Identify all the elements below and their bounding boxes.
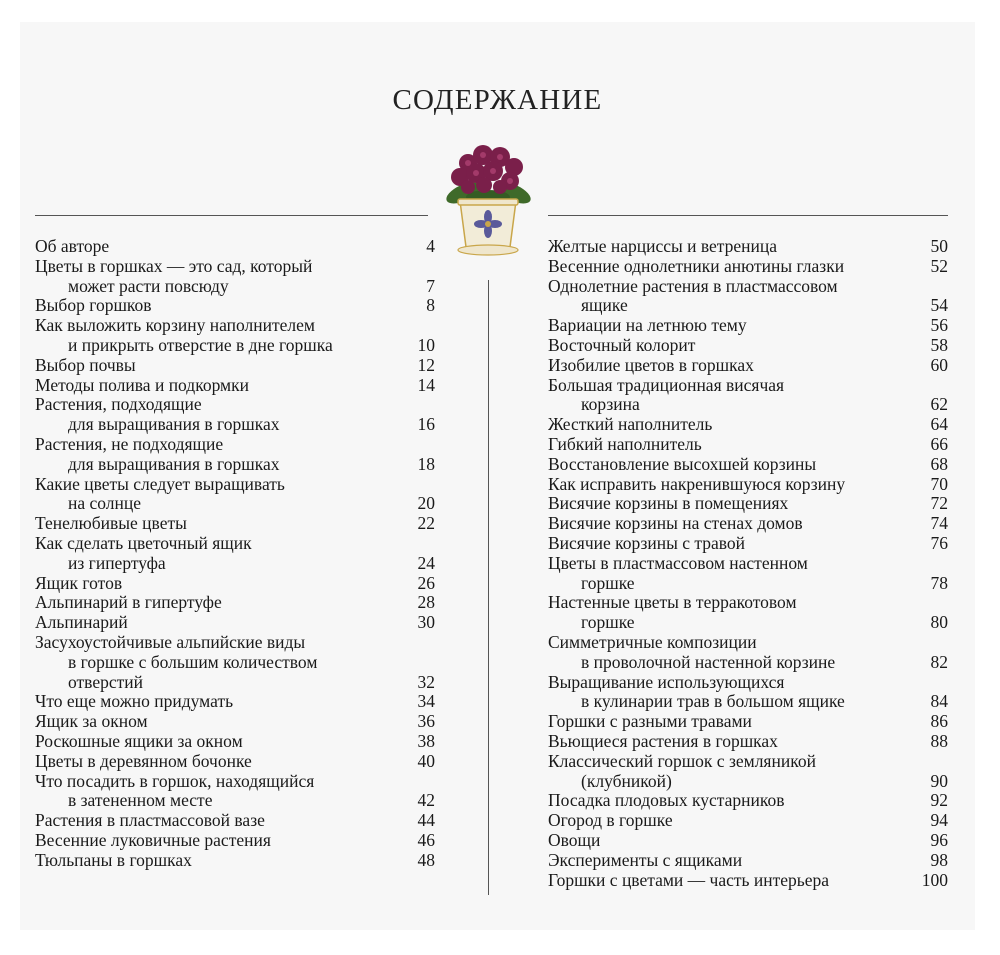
toc-entry-title-line: в кулинарии трав в большом ящике [581,691,845,712]
toc-entry-page-number: 68 [930,453,948,474]
toc-entry [548,851,948,871]
toc-entry-title-line: Висячие корзины на стенах домов [548,513,803,534]
toc-entry-title-line: Что еще можно придумать [35,691,234,712]
toc-entry-page-number: 50 [930,236,948,256]
toc-entry-title-line: и прикрыть отверстие в дне горшка [68,334,333,355]
toc-entry-title-line: Восточный колорит [548,334,696,355]
toc-entry-page-number: 12 [417,354,435,375]
toc-entry-page-number: 94 [930,810,948,831]
toc-entry [548,534,948,554]
toc-entry-title-line: Весенние луковичные растения [35,829,271,850]
toc-entry [548,712,948,732]
toc-entry-page-number: 28 [417,592,435,613]
toc-entry-title-line: Горшки с цветами — часть интерьера [548,869,830,890]
toc-entry [35,356,435,376]
toc-entry-title-line: горшке [581,572,635,593]
page-title: СОДЕРЖАНИЕ [392,84,603,116]
toc-entry-title-line: (клубникой) [581,770,672,791]
toc-entry [548,356,948,376]
toc-entry [35,851,435,871]
toc-entry [548,673,948,713]
toc-entry-title-line: Эксперименты с ящиками [548,849,743,870]
toc-entry-page-number: 30 [417,612,435,633]
toc-entry [35,752,435,772]
toc-entry-title-line: Какие цветы следует выращивать [35,473,285,494]
toc-entry-title-line: Классический горшок с земляникой [548,750,816,771]
toc-entry-title-line: для выращивания в горшках [68,453,280,474]
toc-column-right [548,237,948,890]
toc-entry [548,791,948,811]
toc-entry-title-line: Восстановление высохшей корзины [548,453,817,474]
toc-entry-page-number: 74 [930,513,948,534]
toc-entry-title-line: Желтые нарциссы и ветреница [548,236,778,256]
toc-entry-page-number: 54 [930,295,948,316]
toc-entry [35,772,435,812]
toc-entry-page-number: 7 [426,275,435,296]
toc-entry-page-number: 40 [417,750,435,771]
toc-entry-title-line: Как исправить накренившуюся корзину [548,473,846,494]
toc-entry-title-line: Тенелюбивые цветы [35,513,187,534]
toc-entry-title-line: Горшки с разными травами [548,711,752,732]
toc-entry-page-number: 92 [930,790,948,811]
toc-entry [35,831,435,851]
toc-entry-page-number: 82 [930,651,948,672]
toc-entry-title-line: на солнце [68,493,142,514]
toc-entry [548,811,948,831]
toc-entry-title-line: Ящик за окном [35,711,148,732]
book-page [20,22,975,930]
toc-entry-page-number: 52 [930,255,948,276]
toc-entry [35,732,435,752]
toc-entry-title-line: Ящик готов [35,572,123,593]
toc-entry-page-number: 86 [930,711,948,732]
toc-entry-title-line: Вариации на летнюю тему [548,315,747,336]
toc-entry-page-number: 84 [930,691,948,712]
toc-entry-title-line: Растения, не подходящие [35,433,224,454]
toc-entry [548,593,948,633]
toc-entry-page-number: 56 [930,315,948,336]
toc-entry [548,336,948,356]
toc-entry [548,277,948,317]
toc-entry-title-line: Выбор горшков [35,295,152,316]
toc-entry [548,752,948,792]
toc-entry [548,435,948,455]
toc-entry-page-number: 18 [417,453,435,474]
toc-entry-page-number: 62 [930,394,948,415]
toc-entry-title-line: Об авторе [35,236,110,256]
toc-entry [35,712,435,732]
toc-entry-page-number: 90 [930,770,948,791]
toc-entry-title-line: Выращивание использующихся [548,671,785,692]
toc-entry-title-line: Цветы в деревянном бочонке [35,750,252,771]
toc-entry-title-line: Засухоустойчивые альпийские виды [35,631,306,652]
toc-entry [35,257,435,297]
toc-entry-page-number: 98 [930,849,948,870]
toc-entry-title-line: Большая традиционная висячая [548,374,785,395]
toc-entry-page-number: 20 [417,493,435,514]
toc-entry [548,316,948,336]
toc-entry-page-number: 10 [417,334,435,355]
toc-entry-page-number: 66 [930,433,948,454]
toc-entry-page-number: 16 [417,414,435,435]
toc-entry [548,257,948,277]
toc-entry-page-number: 34 [417,691,435,712]
toc-entry-title-line: Растения, подходящие [35,394,202,415]
toc-entry [35,296,435,316]
toc-entry-title-line: горшке [581,612,635,633]
toc-entry-page-number: 72 [930,493,948,514]
toc-entry-title-line: Что посадить в горшок, находящийся [35,770,315,791]
toc-entry-page-number: 44 [417,810,435,831]
toc-entry-title-line: Роскошные ящики за окном [35,730,243,751]
toc-entry-page-number: 26 [417,572,435,593]
toc-entry [548,732,948,752]
toc-entry [548,376,948,416]
toc-entry-page-number: 78 [930,572,948,593]
toc-entry-title-line: Цветы в горшках — это сад, который [35,255,313,276]
toc-entry-title-line: Весенние однолетники анютины глазки [548,255,845,276]
toc-entry-title-line: Альпинарий [35,612,128,633]
toc-entry-title-line: Вьющиеся растения в горшках [548,730,778,751]
toc-entry [35,811,435,831]
toc-entry [548,494,948,514]
toc-entry-page-number: 38 [417,730,435,751]
toc-entry-page-number: 76 [930,532,948,553]
toc-entry [35,514,435,534]
potted-violet-icon [438,135,538,265]
toc-entry-title-line: в затененном месте [68,790,213,811]
toc-entry-page-number: 60 [930,354,948,375]
toc-entry [35,633,435,692]
toc-entry-page-number: 88 [930,730,948,751]
toc-entry-page-number: 22 [417,513,435,534]
toc-entry [35,316,435,356]
toc-entry [35,435,435,475]
toc-entry-title-line: Посадка плодовых кустарников [548,790,785,811]
toc-entry [35,237,435,257]
toc-entry [548,831,948,851]
toc-entry-title-line: Однолетние растения в пластмассовом [548,275,838,296]
toc-entry-title-line: Изобилие цветов в горшках [548,354,754,375]
toc-entry [548,554,948,594]
toc-entry [548,475,948,495]
toc-entry-title-line: Выбор почвы [35,354,136,375]
toc-entry-page-number: 58 [930,334,948,355]
toc-entry-page-number: 80 [930,612,948,633]
toc-entry-title-line: из гипертуфа [68,552,166,573]
toc-entry-page-number: 48 [417,849,435,870]
toc-entry-page-number: 36 [417,711,435,732]
toc-entry-title-line: отверстий [68,671,143,692]
toc-entry-page-number: 100 [921,869,948,890]
toc-entry-title-line: корзина [581,394,640,415]
toc-entry [548,455,948,475]
toc-entry-title-line: Жесткий наполнитель [548,414,713,435]
toc-entry [548,871,948,891]
toc-entry [35,534,435,574]
toc-entry-page-number: 64 [930,414,948,435]
toc-entry-title-line: Висячие корзины в помещениях [548,493,789,514]
toc-entry-title-line: Альпинарий в гипертуфе [35,592,222,613]
toc-entry [35,376,435,396]
toc-entry-page-number: 70 [930,473,948,494]
toc-entry-title-line: Методы полива и подкормки [35,374,249,395]
toc-entry-title-line: Как выложить корзину наполнителем [35,315,315,336]
toc-entry-title-line: в горшке с большим количеством [68,651,318,672]
toc-entry-page-number: 24 [417,552,435,573]
toc-entry-title-line: Овощи [548,829,601,850]
toc-entry [35,574,435,594]
toc-entry [548,514,948,534]
header-rule-right [548,215,948,216]
toc-entry-page-number: 42 [417,790,435,811]
toc-entry-page-number: 96 [930,829,948,850]
toc-entry-title-line: Цветы в пластмассовом настенном [548,552,808,573]
toc-entry-title-line: Растения в пластмассовой вазе [35,810,265,831]
toc-entry [35,395,435,435]
toc-entry-page-number: 4 [426,236,435,256]
toc-entry-title-line: Как сделать цветочный ящик [35,532,252,553]
column-divider [488,280,489,895]
header-rule-left [35,215,428,216]
toc-entry-title-line: ящике [581,295,628,316]
toc-entry [35,692,435,712]
toc-column-left [35,237,435,871]
toc-entry-page-number: 8 [426,295,435,316]
toc-entry [35,475,435,515]
toc-entry-title-line: Огород в горшке [548,810,673,831]
toc-entry-title-line: Тюльпаны в горшках [35,849,192,870]
toc-entry-page-number: 32 [417,671,435,692]
toc-entry [35,593,435,613]
toc-entry-title-line: может расти повсюду [68,275,229,296]
toc-entry-title-line: Настенные цветы в терракотовом [548,592,797,613]
toc-entry-title-line: Висячие корзины с травой [548,532,746,553]
toc-entry-title-line: в проволочной настенной корзине [581,651,836,672]
toc-entry [548,633,948,673]
toc-entry [35,613,435,633]
toc-entry-page-number: 46 [417,829,435,850]
toc-entry [548,237,948,257]
toc-entry-title-line: для выращивания в горшках [68,414,280,435]
toc-entry [548,415,948,435]
toc-entry-title-line: Гибкий наполнитель [548,433,702,454]
toc-entry-title-line: Симметричные композиции [548,631,757,652]
toc-entry-page-number: 14 [417,374,435,395]
